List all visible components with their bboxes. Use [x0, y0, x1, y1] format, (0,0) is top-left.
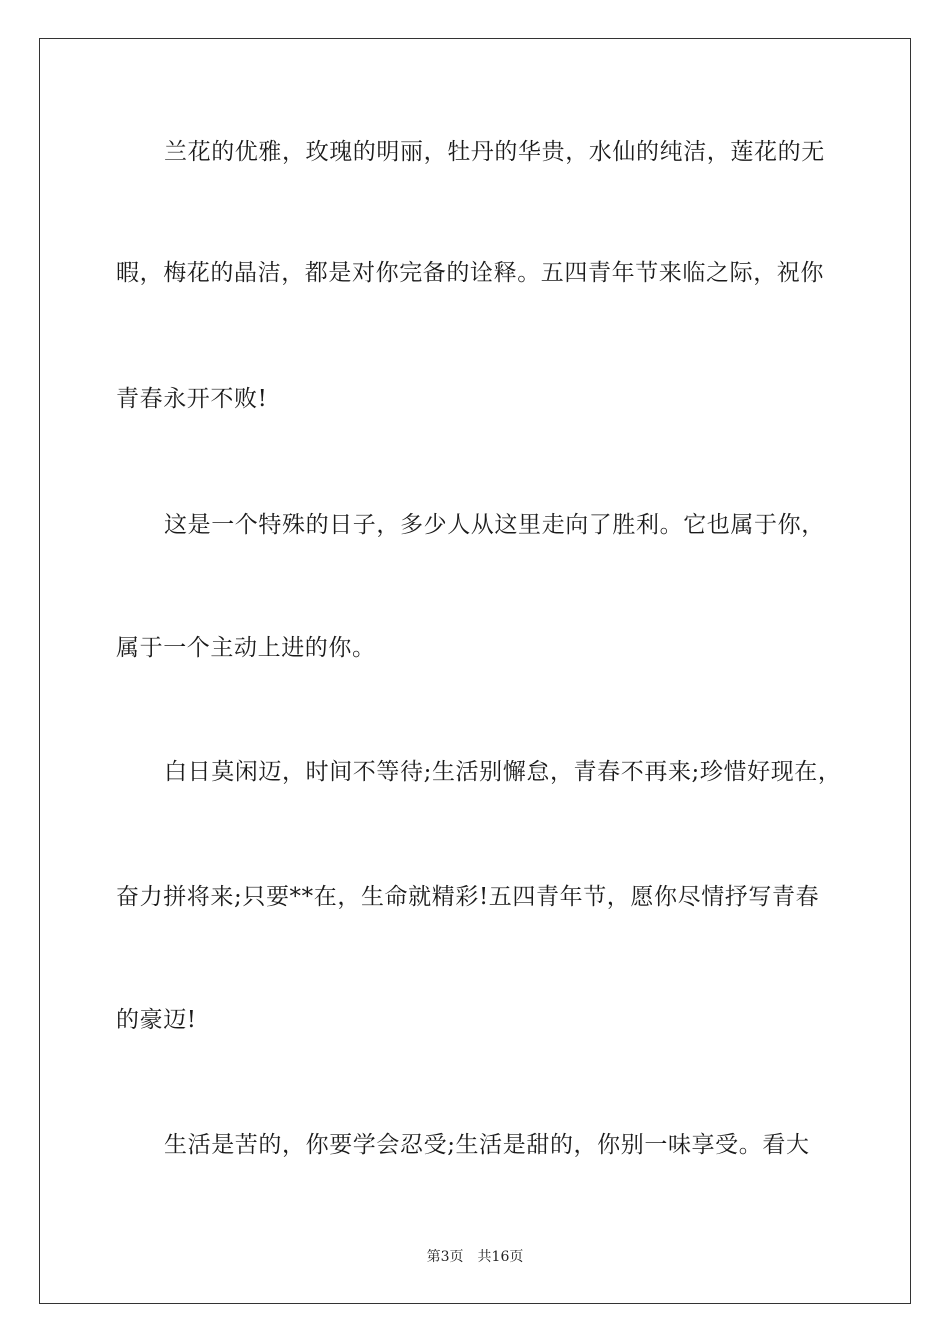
- paragraph-1-line-2: 暇，梅花的晶洁，都是对你完备的诠释。五四青年节来临之际，祝你: [116, 260, 824, 286]
- paragraph-3-line-3: 的豪迈!: [116, 1007, 197, 1033]
- paragraph-2-line-2: 属于一个主动上进的你。: [116, 635, 376, 661]
- paragraph-3-line-1: 白日莫闲迈，时间不等待;生活别懈怠，青春不再来;珍惜好现在，: [164, 759, 842, 785]
- page-footer: [0, 1248, 950, 1266]
- page-border: [39, 38, 911, 1304]
- paragraph-1-line-3: 青春永开不败!: [116, 386, 268, 412]
- paragraph-1-line-1: 兰花的优雅，玫瑰的明丽，牡丹的华贵，水仙的纯洁，莲花的无: [164, 139, 825, 165]
- page-number: 第3页: [426, 1249, 464, 1265]
- paragraph-2-line-1: 这是一个特殊的日子，多少人从这里走向了胜利。它也属于你，: [164, 512, 825, 538]
- page-total: 共16页: [477, 1249, 524, 1265]
- paragraph-4-line-1: 生活是苦的，你要学会忍受;生活是甜的，你别一味享受。看大: [164, 1132, 810, 1158]
- paragraph-3-line-2: 奋力拼将来;只要**在，生命就精彩!五四青年节，愿你尽情抒写青春: [116, 884, 820, 910]
